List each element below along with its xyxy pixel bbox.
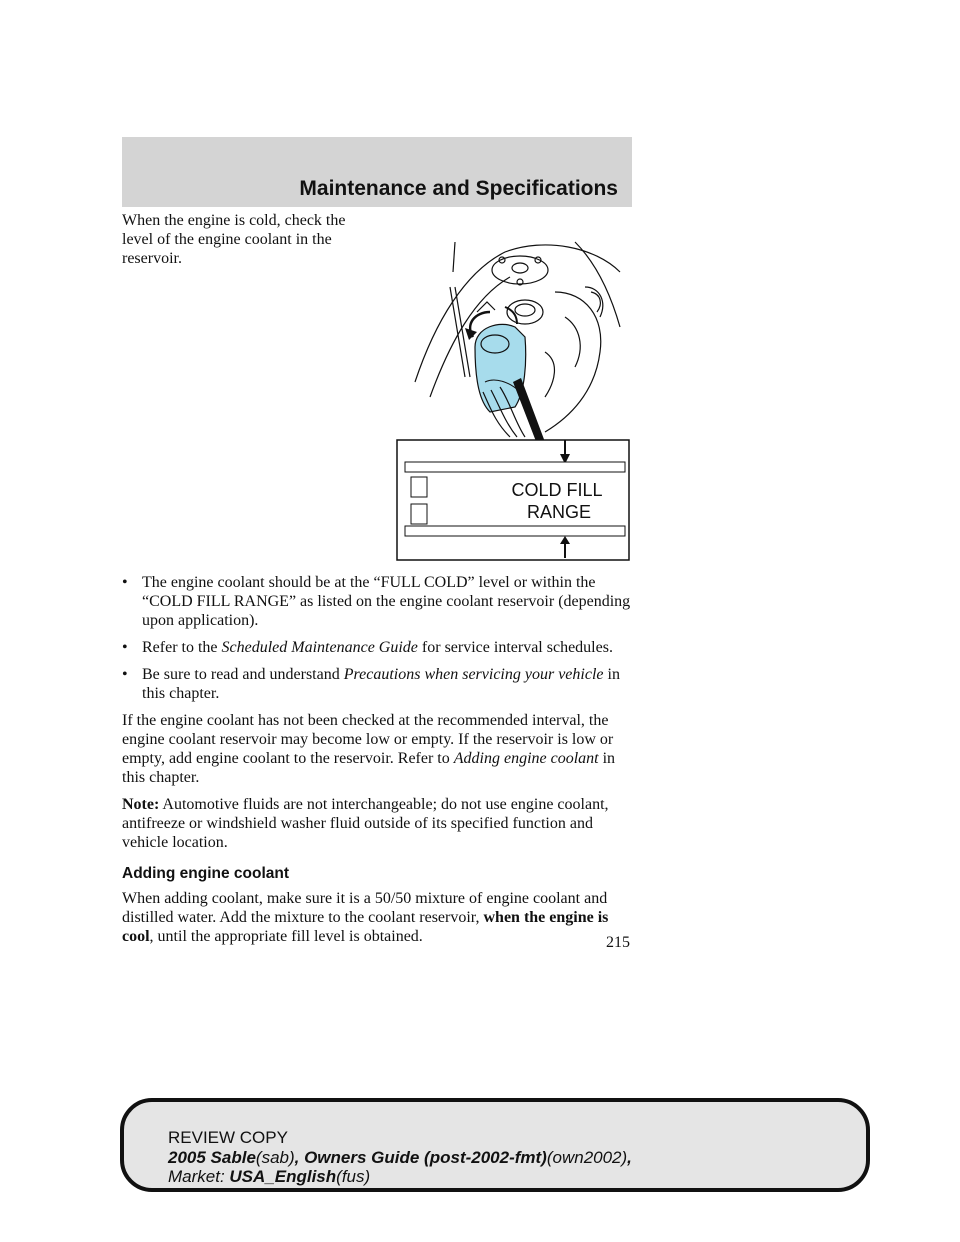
section-heading: Adding engine coolant — [122, 865, 290, 882]
bullet-text: Be sure to read and understand — [142, 666, 344, 683]
section-text: , until the appropriate fill level is obtained. — [149, 928, 423, 945]
footer-market-label: Market: — [168, 1167, 230, 1186]
note-label: Note: — [122, 796, 160, 813]
paragraph-text: If the engine coolant has not been checked at the recommended interval, the engine coolant reservoir may become low or empty. If the reservoir is low or empty, add engine coolant to the reservoir. Refer to — [122, 712, 614, 767]
header-band — [122, 137, 632, 207]
note-text: Automotive fluids are not interchangeable; do not use engine coolant, antifreeze or windshield washer fluid outside of its specified function and vehicle location. — [122, 796, 609, 851]
coolant-reservoir-illustration — [395, 232, 635, 562]
footer-review-copy: REVIEW COPY — [168, 1128, 288, 1147]
review-copy-footer — [120, 1098, 870, 1192]
section-emphasis: when the engine is cool — [122, 909, 609, 945]
footer-market-line — [168, 1167, 370, 1187]
note-paragraph — [122, 795, 637, 852]
cold-fill-label-line2: RANGE — [526, 502, 592, 522]
footer-guide: , Owners Guide (post-2002-fmt) — [294, 1148, 547, 1167]
reservoir-paragraph — [122, 711, 637, 787]
bullet-item — [122, 573, 637, 630]
footer-guide-code: (own2002) — [546, 1148, 628, 1167]
bullet-reference: Scheduled Maintenance Guide — [221, 639, 418, 656]
paragraph-text: in this chapter. — [122, 750, 616, 786]
section-text: When adding coolant, make sure it is a 50/50 mixture of engine coolant and distilled water. Add the mixture to the coolant reservoir, — [122, 890, 608, 926]
page-number: 215 — [606, 934, 630, 951]
page-header-title: Maintenance and Specifications — [299, 177, 618, 200]
footer-market-value: USA_English — [229, 1167, 337, 1186]
bullet-text: for service interval schedules. — [417, 639, 613, 656]
footer-vehicle: 2005 Sable — [168, 1148, 256, 1167]
footer-vehicle-code: (sab) — [255, 1148, 295, 1167]
footer-market-code: (fus) — [336, 1167, 371, 1186]
main-content — [122, 573, 637, 954]
bullet-item — [122, 665, 637, 703]
bullet-text: The engine coolant should be at the “FULL COLD” level or within the “COLD FILL RANGE” as listed on the engine coolant reservoir (depending upon application). — [142, 574, 631, 629]
intro-paragraph: When the engine is cold, check the level of the engine coolant in the reservoir. — [122, 212, 346, 267]
bullet-reference: Precautions when servicing your vehicle — [343, 666, 604, 683]
cold-fill-label-line1: COLD FILL — [511, 480, 603, 500]
bullet-item — [122, 638, 637, 657]
footer-document-line — [168, 1148, 632, 1168]
bullet-text: in this chapter. — [142, 666, 620, 702]
footer-comma: , — [627, 1148, 632, 1167]
bullet-dot: • — [122, 666, 128, 683]
paragraph-reference: Adding engine coolant — [453, 750, 599, 767]
section-paragraph — [122, 889, 637, 946]
bullet-dot: • — [122, 574, 128, 591]
bullet-dot: • — [122, 639, 128, 656]
bullet-text: Refer to the — [142, 639, 222, 656]
